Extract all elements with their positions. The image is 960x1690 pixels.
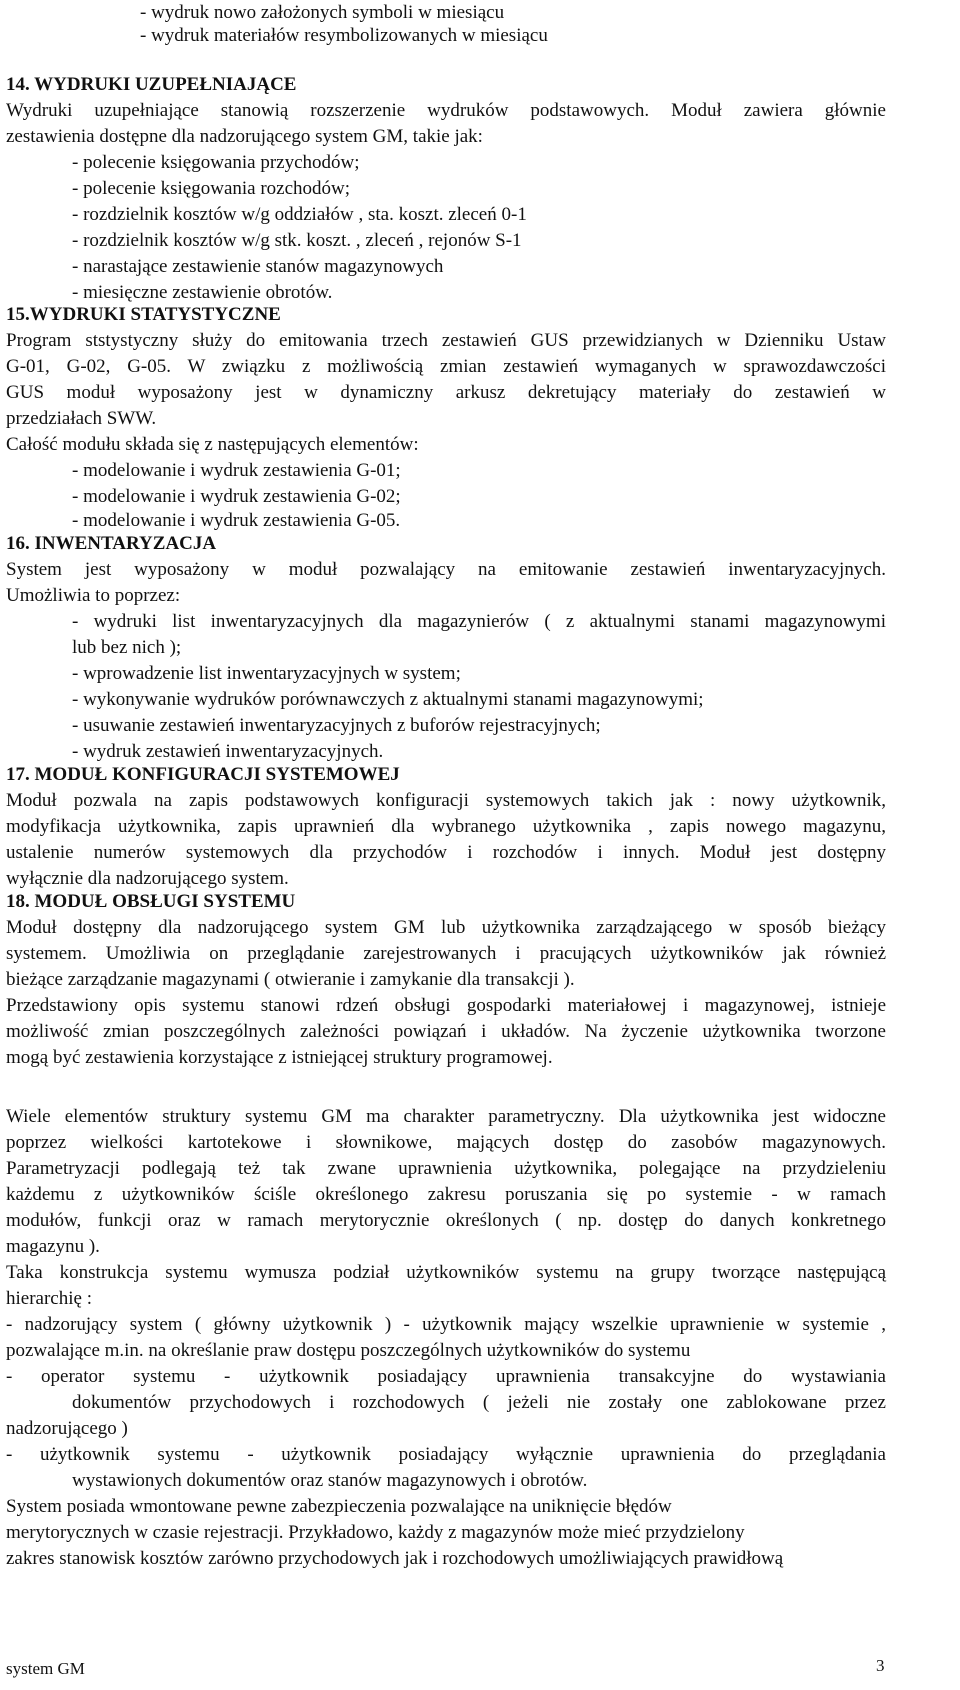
paragraph-line: Wiele elementów struktury systemu GM ma charakter parametryczny. Dla użytkownika jest widoczne <box>6 1106 886 1127</box>
paragraph-line: bieżące zarządzanie magazynami ( otwieranie i zamykanie dla transakcji ). <box>6 969 575 990</box>
paragraph-line: nadzorującego ) <box>6 1418 128 1439</box>
list-item: - wykonywanie wydruków porównawczych z aktualnymi stanami magazynowymi; <box>72 689 704 710</box>
list-item: lub bez nich ); <box>72 637 182 658</box>
paragraph-line: - użytkownik systemu - użytkownik posiadający wyłącznie uprawnienia do przeglądania <box>6 1444 886 1465</box>
footer-label: system GM <box>6 1659 85 1678</box>
paragraph-line: Wydruki uzupełniające stanowią rozszerzenie wydruków podstawowych. Moduł zawiera głównie <box>6 100 886 121</box>
paragraph-line: pozwalające m.in. na określanie praw dostępu poszczególnych użytkowników do systemu <box>6 1340 691 1361</box>
list-item: - wydruk nowo założonych symboli w miesiącu <box>140 2 505 23</box>
paragraph-line: Moduł pozwala na zapis podstawowych konfiguracji systemowych takich jak : nowy użytkownik, <box>6 790 886 811</box>
section-heading-15: 15.WYDRUKI STATYSTYCZNE <box>6 304 281 325</box>
paragraph-line: każdemu z użytkowników ściśle określonego zakresu poruszania się po systemie - w ramach <box>6 1184 886 1205</box>
list-item: - rozdzielnik kosztów w/g stk. koszt. , zleceń , rejonów S-1 <box>72 230 522 251</box>
section-heading-16: 16. INWENTARYZACJA <box>6 533 217 554</box>
paragraph-line: przedziałach SWW. <box>6 408 157 429</box>
page-number: 3 <box>876 1656 885 1675</box>
section-heading-14: 14. WYDRUKI UZUPEŁNIAJĄCE <box>6 74 297 95</box>
list-item: - modelowanie i wydruk zestawienia G-05. <box>72 510 401 531</box>
list-item: - miesięczne zestawienie obrotów. <box>72 282 333 303</box>
paragraph-line: Taka konstrukcja systemu wymusza podział użytkowników systemu na grupy tworzące następującą <box>6 1262 886 1283</box>
list-item: - wydruki list inwentaryzacyjnych dla magazynierów ( z aktualnymi stanami magazynowymi <box>72 611 886 632</box>
paragraph-line: zakres stanowisk kosztów zarówno przychodowych jak i rozchodowych umożliwiających prawidłową <box>6 1548 784 1569</box>
list-item: - narastające zestawienie stanów magazynowych <box>72 256 444 277</box>
paragraph-line: mogą być zestawienia korzystające z istniejącej struktury programowej. <box>6 1047 553 1068</box>
paragraph-line: modyfikacja użytkownika, zapis uprawnień dla wybranego użytkownika , zapis nowego magazynu, <box>6 816 886 837</box>
paragraph-line: - operator systemu - użytkownik posiadający uprawnienia transakcyjne do wystawiania <box>6 1366 886 1387</box>
section-heading-17: 17. MODUŁ KONFIGURACJI SYSTEMOWEJ <box>6 764 400 785</box>
list-item: - wprowadzenie list inwentaryzacyjnych w system; <box>72 663 461 684</box>
paragraph-line: System jest wyposażony w moduł pozwalający na emitowanie zestawień inwentaryzacyjnych. <box>6 559 886 580</box>
paragraph-line: poprzez wielkości kartotekowe i słownikowe, mających dostęp do zasobów magazynowych. <box>6 1132 886 1153</box>
paragraph-line: dokumentów przychodowych i rozchodowych ( jeżeli nie zostały one zablokowane przez <box>72 1392 886 1413</box>
paragraph-line: ustalenie numerów systemowych dla przychodów i rozchodów i innych. Moduł jest dostępny <box>6 842 886 863</box>
paragraph-line: magazynu ). <box>6 1236 100 1257</box>
list-item: - polecenie księgowania przychodów; <box>72 152 360 173</box>
paragraph-line: hierarchię : <box>6 1288 92 1309</box>
paragraph-line: systemem. Umożliwia on przeglądanie zarejestrowanych i pracujących użytkowników jak również <box>6 943 886 964</box>
paragraph-line: Program ststystyczny służy do emitowania trzech zestawień GUS przewidzianych w Dzienniku Ustaw <box>6 330 886 351</box>
paragraph-line: Umożliwia to poprzez: <box>6 585 181 606</box>
paragraph-line: GUS moduł wyposażony jest w dynamiczny arkusz dekretujący materiały do zestawień w <box>6 382 886 403</box>
paragraph-line: merytorycznych w czasie rejestracji. Przykładowo, każdy z magazynów może mieć przydzielony <box>6 1522 745 1543</box>
paragraph-line: wyłącznie dla nadzorującego system. <box>6 868 289 889</box>
list-item: - usuwanie zestawień inwentaryzacyjnych z buforów rejestracyjnych; <box>72 715 601 736</box>
paragraph-line: modułów, funkcji oraz w ramach merytorycznie określonych ( np. dostęp do danych konkretnego <box>6 1210 886 1231</box>
list-item: - modelowanie i wydruk zestawienia G-02; <box>72 486 401 507</box>
list-item: - modelowanie i wydruk zestawienia G-01; <box>72 460 401 481</box>
paragraph-line: możliwość zmian poszczególnych zależności powiązań i układów. Na życzenie użytkownika tworzone <box>6 1021 886 1042</box>
paragraph-line: zestawienia dostępne dla nadzorującego system GM, takie jak: <box>6 126 483 147</box>
section-heading-18: 18. MODUŁ OBSŁUGI SYSTEMU <box>6 891 296 912</box>
list-item: - wydruk zestawień inwentaryzacyjnych. <box>72 741 384 762</box>
paragraph-line: Moduł dostępny dla nadzorującego system GM lub użytkownika zarządzającego w sposób bieżący <box>6 917 886 938</box>
paragraph-line: Przedstawiony opis systemu stanowi rdzeń obsługi gospodarki materiałowej i magazynowej, istnieje <box>6 995 886 1016</box>
paragraph-line: System posiada wmontowane pewne zabezpieczenia pozwalające na uniknięcie błędów <box>6 1496 672 1517</box>
paragraph-line: Całość modułu składa się z następujących elementów: <box>6 434 419 455</box>
paragraph-line: Parametryzacji podlegają też tak zwane uprawnienia użytkownika, polegające na przydzieleniu <box>6 1158 886 1179</box>
list-item: - rozdzielnik kosztów w/g oddziałów , sta. koszt. zleceń 0-1 <box>72 204 527 225</box>
paragraph-line: - nadzorujący system ( główny użytkownik ) - użytkownik mający wszelkie uprawnienie w systemie , <box>6 1314 886 1335</box>
list-item: - polecenie księgowania rozchodów; <box>72 178 351 199</box>
list-item: - wydruk materiałów resymbolizowanych w miesiącu <box>140 25 548 46</box>
paragraph-line: G-01, G-02, G-05. W związku z możliwością zmian zestawień wymaganych w sprawozdawczości <box>6 356 886 377</box>
paragraph-line: wystawionych dokumentów oraz stanów magazynowych i obrotów. <box>72 1470 588 1491</box>
